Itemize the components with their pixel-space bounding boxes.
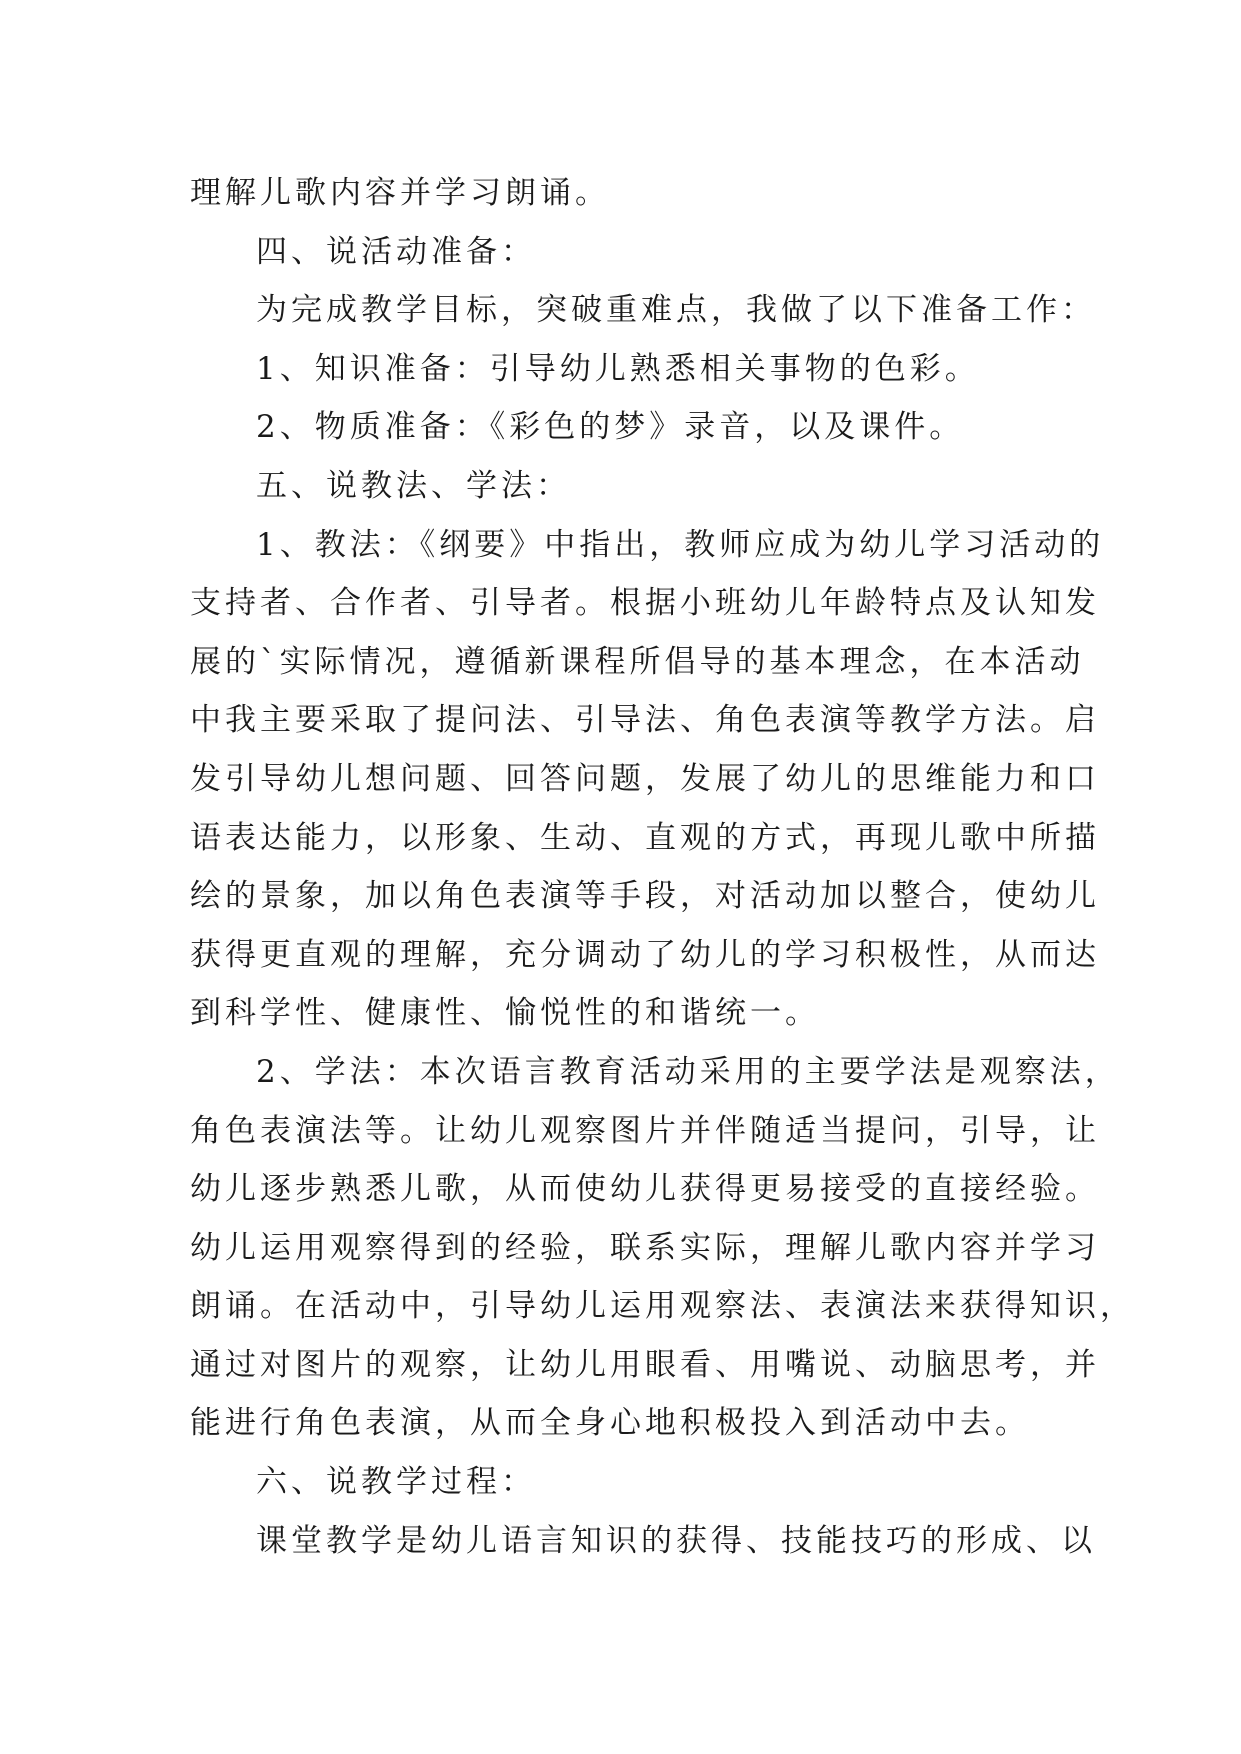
text-line: 获得更直观的理解，充分调动了幼儿的学习积极性，从而达 — [190, 936, 1100, 973]
text-line: 发引导幼儿想问题、回答问题，发展了幼儿的思维能力和口 — [190, 760, 1100, 797]
text-line: 课堂教学是幼儿语言知识的获得、技能技巧的形成、以 — [256, 1522, 1096, 1559]
heading-teaching-methods: 五、说教法、学法： — [256, 467, 571, 504]
text-line: 语表达能力，以形象、生动、直观的方式，再现儿歌中所描 — [190, 819, 1100, 856]
text-line: 2、物质准备：《彩色的梦》录音，以及课件。 — [256, 409, 965, 446]
text-line: 幼儿逐步熟悉儿歌，从而使幼儿获得更易接受的直接经验。 — [190, 1171, 1100, 1208]
heading-teaching-process: 六、说教学过程： — [256, 1464, 536, 1501]
text-line: 理解儿歌内容并学习朗诵。 — [190, 175, 610, 211]
document-body — [190, 164, 1135, 1570]
text-line: 展的`实际情况，遵循新课程所倡导的基本理念，在本活动 — [190, 643, 1085, 680]
text-line: 支持者、合作者、引导者。根据小班幼儿年龄特点及认知发 — [190, 585, 1100, 622]
text-line: 为完成教学目标，突破重难点，我做了以下准备工作： — [256, 292, 1096, 329]
text-line: 2、学法：本次语言教育活动采用的主要学法是观察法， — [256, 1053, 1120, 1090]
text-line: 中我主要采取了提问法、引导法、角色表演等教学方法。启 — [190, 702, 1100, 739]
text-line: 角色表演法等。让幼儿观察图片并伴随适当提问，引导，让 — [190, 1112, 1100, 1149]
text-line: 1、教法：《纲要》中指出，教师应成为幼儿学习活动的 — [256, 526, 1105, 563]
text-line: 到科学性、健康性、愉悦性的和谐统一。 — [190, 995, 820, 1032]
text-line: 绘的景象，加以角色表演等手段，对活动加以整合，使幼儿 — [190, 878, 1100, 915]
text-line: 能进行角色表演，从而全身心地积极投入到活动中去。 — [190, 1405, 1030, 1442]
heading-activity-preparation: 四、说活动准备： — [256, 233, 536, 270]
text-line: 通过对图片的观察，让幼儿用眼看、用嘴说、动脑思考，并 — [190, 1346, 1100, 1383]
text-line: 1、知识准备：引导幼儿熟悉相关事物的色彩。 — [256, 350, 980, 387]
text-line: 朗诵。在活动中，引导幼儿运用观察法、表演法来获得知识， — [190, 1288, 1135, 1325]
text-line: 幼儿运用观察得到的经验，联系实际，理解儿歌内容并学习 — [190, 1229, 1100, 1266]
